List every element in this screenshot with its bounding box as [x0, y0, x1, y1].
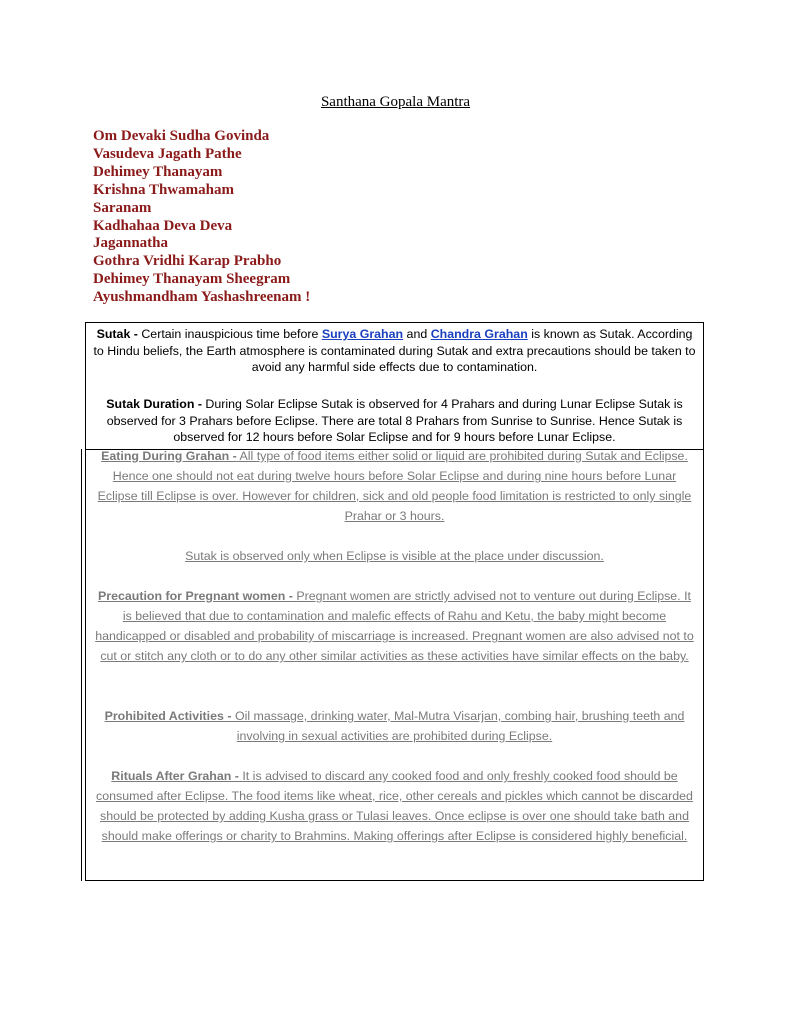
- pregnant-label: Precaution for Pregnant women -: [98, 589, 293, 603]
- chandra-grahan-link[interactable]: Chandra Grahan: [430, 327, 528, 341]
- eating-paragraph: [93, 446, 696, 526]
- prohibited-paragraph: [93, 706, 696, 746]
- sutak-label: Sutak -: [96, 327, 138, 341]
- sutak-duration-text: During Solar Eclipse Sutak is observed for 4 Prahars and during Lunar Eclipse Sutak is observed for 3 Prahars before Eclipse. There are total 8 Prahars from Sunrise to Sunrise. Hence Sutak is observed for 12 hours before Solar Eclipse and for 9 hours before Lunar Eclipse.: [106, 397, 683, 444]
- pregnant-text: Pregnant women are strictly advised not to venture out during Eclipse. It is believed that due to contamination and malefic effects of Rahu and Ketu, the baby might become handicapped or disabled and probability of miscarriage is increased. Pregnant women are also advised not to cut or stitch any cloth or to do any other similar activities as these activities have similar effects on the baby.: [95, 589, 694, 663]
- rituals-label: Rituals After Grahan -: [111, 769, 239, 783]
- prohibited-label: Prohibited Activities -: [104, 709, 232, 723]
- mantra-verse: [93, 128, 310, 307]
- mantra-line: Ayushmandham Yashashreenam !: [93, 289, 311, 306]
- sutak-duration-label: Sutak Duration -: [106, 397, 202, 411]
- mantra-line: Dehimey Thanayam: [93, 163, 223, 180]
- rituals-paragraph: [93, 766, 696, 846]
- mantra-line: Saranam: [93, 199, 152, 216]
- margin-rule: [81, 449, 82, 881]
- sutak-paragraph: [93, 326, 696, 376]
- pregnant-paragraph: [93, 586, 696, 666]
- sutak-and: and: [406, 327, 428, 341]
- page-title: Santhana Gopala Mantra: [320, 94, 471, 110]
- prohibited-text: Oil massage, drinking water, Mal-Mutra Visarjan, combing hair, brushing teeth and involving in sexual activities are prohibited during Eclipse.: [234, 709, 685, 743]
- surya-grahan-link[interactable]: Surya Grahan: [321, 327, 404, 341]
- mantra-line: Dehimey Thanayam Sheegram: [93, 271, 291, 288]
- sutak-duration-paragraph: [93, 396, 696, 446]
- sutak-text-2: is known as Sutak. According to Hindu beliefs, the Earth atmosphere is contaminated during Sutak and extra precautions should be taken to avoid any harmful side effects due to contamination.: [93, 327, 696, 374]
- mantra-line: Vasudeva Jagath Pathe: [93, 145, 242, 162]
- mantra-line: Gothra Vridhi Karap Prabho: [93, 253, 282, 270]
- mantra-line: Om Devaki Sudha Govinda: [93, 128, 270, 144]
- sutak-text-1: Certain inauspicious time before: [141, 327, 319, 341]
- eating-text: All type of food items either solid or liquid are prohibited during Sutak and Eclipse. Hence one should not eat during twelve hours before Solar Eclipse and during nine hours before Lunar Eclipse till Eclipse is over. However for children, sick and old people food limitation is restricted to only single Prahar or 3 hours.: [97, 449, 692, 523]
- mantra-line: Kadhahaa Deva Deva: [93, 217, 233, 234]
- eating-label: Eating During Grahan -: [101, 449, 237, 463]
- mantra-line: Krishna Thwamaham: [93, 181, 235, 198]
- mantra-line: Jagannatha: [93, 235, 169, 252]
- rituals-text: It is advised to discard any cooked food and only freshly cooked food should be consumed after Eclipse. The food items like wheat, rice, other cereals and pickles which cannot be discarded should be protected by adding Kusha grass or Tulasi leaves. Once eclipse is over one should take bath and should make offerings or charity to Brahmins. Making offerings after Eclipse is considered highly beneficial.: [96, 769, 693, 843]
- visibility-note: Sutak is observed only when Eclipse is visible at the place under discussion.: [185, 549, 604, 563]
